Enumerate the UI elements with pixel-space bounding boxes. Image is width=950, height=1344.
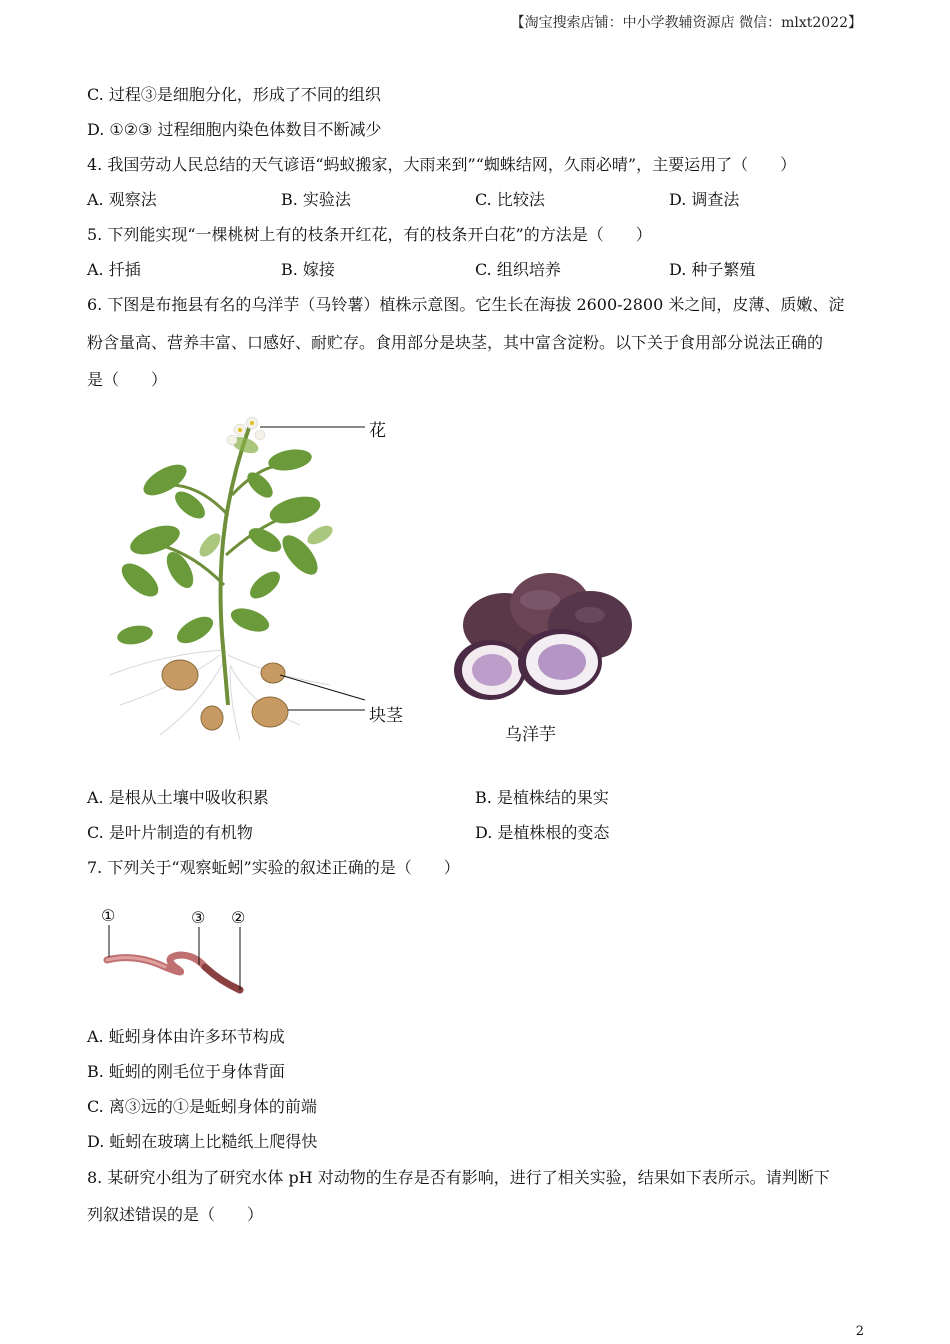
q6-option-a: A. 是根从土壤中吸收积累	[87, 788, 269, 807]
q7-stem: 7. 下列关于“观察蚯蚓”实验的叙述正确的是（ ）	[87, 858, 460, 877]
label-flower: 花	[369, 421, 386, 441]
q4-stem: 4. 我国劳动人民总结的天气谚语“蚂蚁搬家，大雨来到”“蜘蛛结网，久雨必晴”，主要运用了（ ）	[87, 155, 797, 174]
marker-1: ①	[101, 906, 116, 925]
q3-option-c: C. 过程③是细胞分化，形成了不同的组织	[87, 85, 381, 104]
label-tuber: 块茎	[369, 706, 403, 726]
q4-option-c: C. 比较法	[475, 190, 545, 209]
q8-stem-line-1: 8. 某研究小组为了研究水体 pH 对动物的生存是否有影响，进行了相关实验，结果如下表所示。请判断下	[87, 1168, 830, 1187]
q5-option-d: D. 种子繁殖	[669, 260, 756, 279]
q5-option-b: B. 嫁接	[281, 260, 335, 279]
q4-option-b: B. 实验法	[281, 190, 351, 209]
q6-stem-line-2: 粉含量高、营养丰富、口感好、耐贮存。食用部分是块茎，其中富含淀粉。以下关于食用部分说法正确的	[87, 333, 824, 352]
q6-option-b: B. 是植株结的果实	[475, 788, 609, 807]
q6-stem-line-1: 6. 下图是布拖县有名的乌洋芋（马铃薯）植株示意图。它生长在海拔 2600-2800 米之间，皮薄、质嫩、淀	[87, 295, 845, 314]
q7-option-b: B. 蚯蚓的刚毛位于身体背面	[87, 1062, 285, 1081]
q5-option-c: C. 组织培养	[475, 260, 561, 279]
q3-option-d: D. ①②③ 过程细胞内染色体数目不断减少	[87, 120, 382, 139]
page-header: 【淘宝搜索店铺：中小学教辅资源店 微信：mlxt2022】	[510, 15, 862, 31]
q7-option-a: A. 蚯蚓身体由许多环节构成	[87, 1027, 285, 1046]
marker-3: ③	[191, 908, 206, 927]
q5-stem: 5. 下列能实现“一棵桃树上有的枝条开红花，有的枝条开白花”的方法是（ ）	[87, 225, 652, 244]
page-number: 2	[855, 1324, 864, 1339]
q4-option-d: D. 调查法	[669, 190, 740, 209]
q7-option-c: C. 离③远的①是蚯蚓身体的前端	[87, 1097, 317, 1116]
q5-option-a: A. 扦插	[87, 260, 141, 279]
q8-stem-line-2: 列叙述错误的是（ ）	[87, 1205, 264, 1224]
q7-option-d: D. 蚯蚓在玻璃上比糙纸上爬得快	[87, 1132, 318, 1151]
q4-option-a: A. 观察法	[87, 190, 157, 209]
q6-option-d: D. 是植株根的变态	[475, 823, 610, 842]
purple-potato-photo	[450, 570, 645, 710]
q6-option-c: C. 是叶片制造的有机物	[87, 823, 253, 842]
q6-stem-line-3: 是（ ）	[87, 370, 168, 389]
label-purple-potato: 乌洋芋	[505, 725, 556, 745]
marker-2: ②	[231, 908, 246, 927]
potato-plant-illustration	[100, 405, 440, 750]
